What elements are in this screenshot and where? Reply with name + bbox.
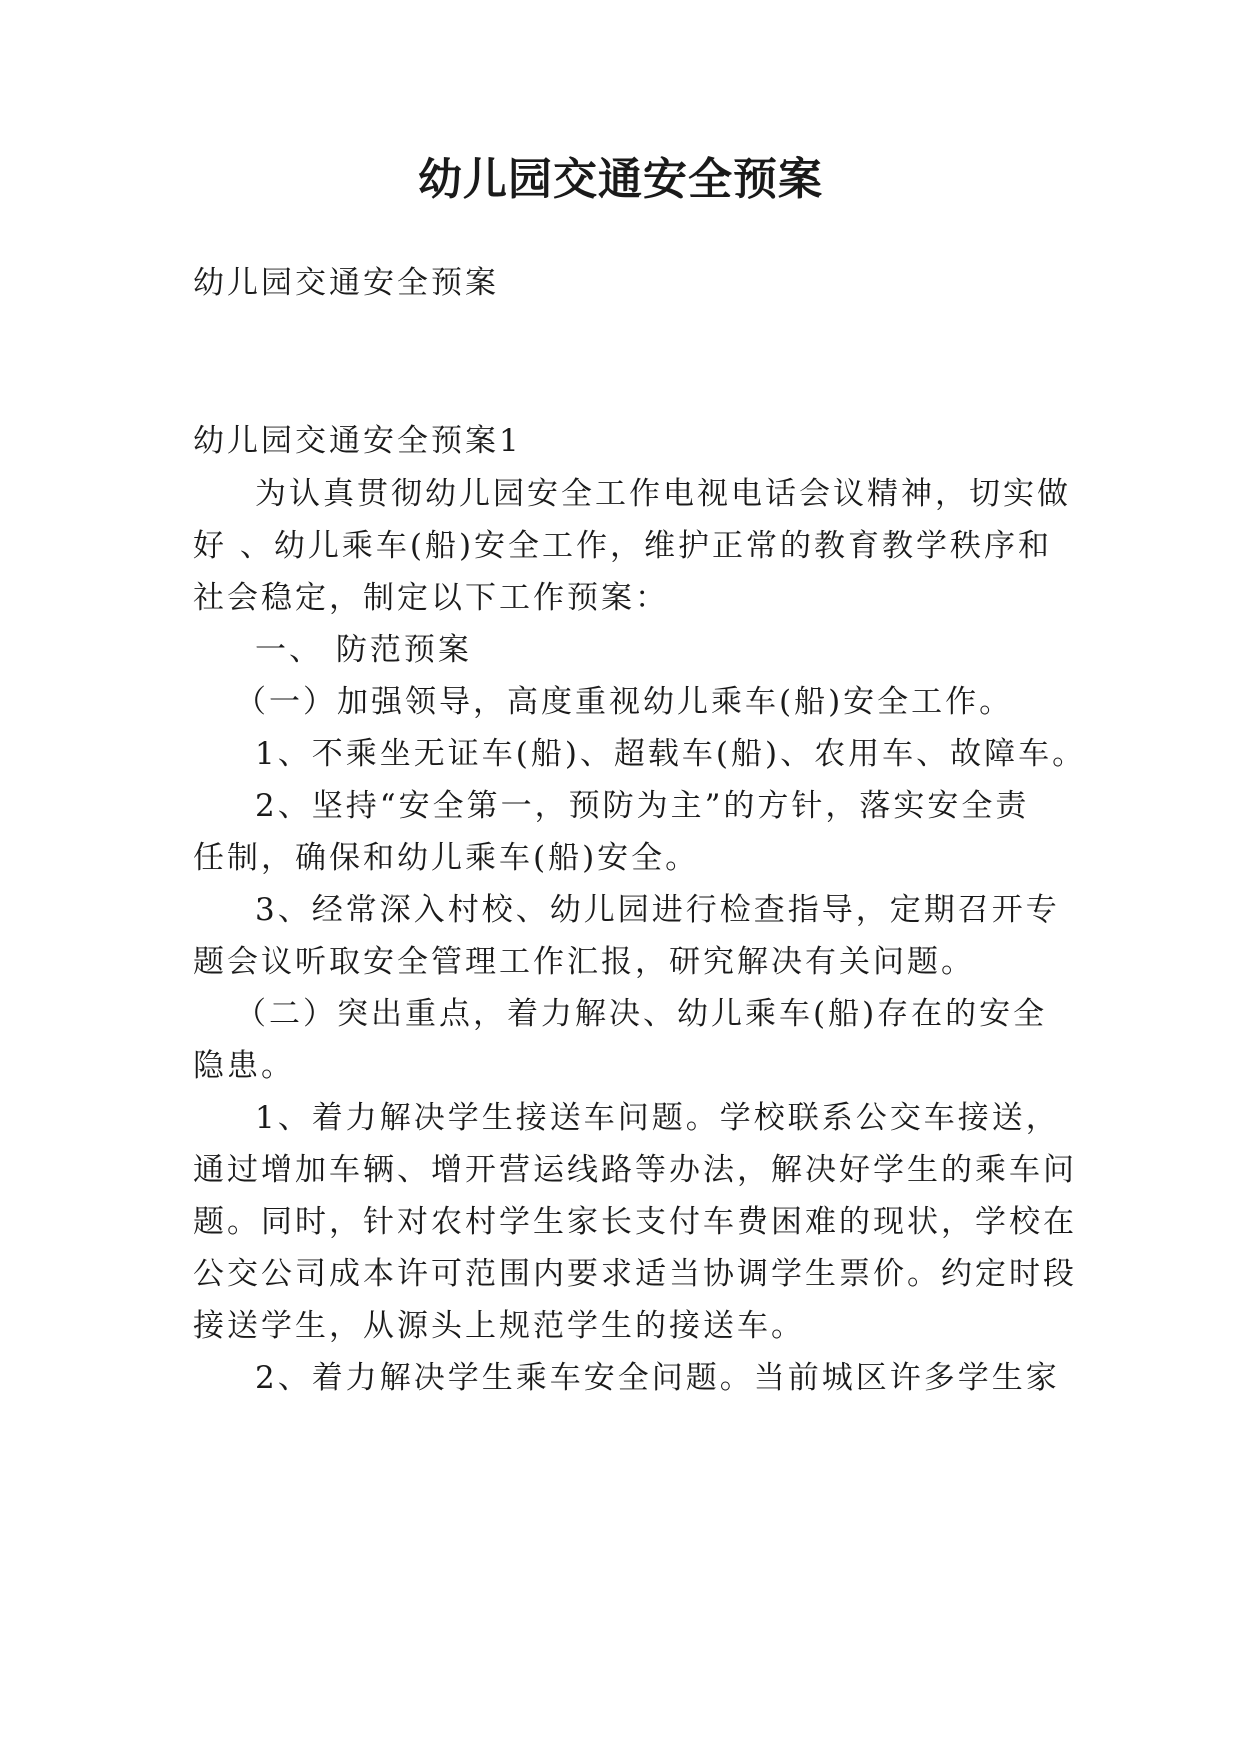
paragraph-line: 题会议听取安全管理工作汇报，研究解决有关问题。 xyxy=(193,944,975,980)
paragraph-line: 1、不乘坐无证车(船)、超载车(船)、农用车、故障车。 xyxy=(255,736,1087,772)
subsection-title: （二）突出重点，着力解决、幼儿乘车(船)存在的安全 xyxy=(235,996,1048,1032)
paragraph-line: 2、着力解决学生乘车安全问题。当前城区许多学生家 xyxy=(255,1360,1060,1396)
section-heading: 幼儿园交通安全预案1 xyxy=(193,423,522,459)
paragraph-line: 通过增加车辆、增开营运线路等办法，解决好学生的乘车问 xyxy=(193,1152,1077,1188)
paragraph-line: 1、着力解决学生接送车问题。学校联系公交车接送， xyxy=(255,1100,1060,1136)
paragraph-line: 隐患。 xyxy=(193,1048,295,1084)
paragraph-line: 2、坚持“安全第一，预防为主”的方针，落实安全责 xyxy=(255,788,1030,824)
paragraph-line: 接送学生，从源头上规范学生的接送车。 xyxy=(193,1308,805,1344)
paragraph-line: 好 、幼儿乘车(船)安全工作，维护正常的教育教学秩序和 xyxy=(193,528,1053,564)
paragraph-line: 社会稳定，制定以下工作预案： xyxy=(193,580,669,616)
paragraph-line: 题。同时，针对农村学生家长支付车费困难的现状，学校在 xyxy=(193,1204,1077,1240)
subsection-title: （一）加强领导，高度重视幼儿乘车(船)安全工作。 xyxy=(235,684,1014,720)
paragraph-line: 为认真贯彻幼儿园安全工作电视电话会议精神，切实做 xyxy=(255,476,1071,512)
document-subtitle: 幼儿园交通安全预案 xyxy=(193,265,499,301)
paragraph-line: 3、经常深入村校、幼儿园进行检查指导，定期召开专 xyxy=(255,892,1060,928)
paragraph-line: 公交公司成本许可范围内要求适当协调学生票价。约定时段 xyxy=(193,1256,1077,1292)
paragraph-line: 任制，确保和幼儿乘车(船)安全。 xyxy=(193,840,700,876)
document-title: 幼儿园交通安全预案 xyxy=(418,154,823,205)
section-title: 一、 防范预案 xyxy=(255,632,472,668)
